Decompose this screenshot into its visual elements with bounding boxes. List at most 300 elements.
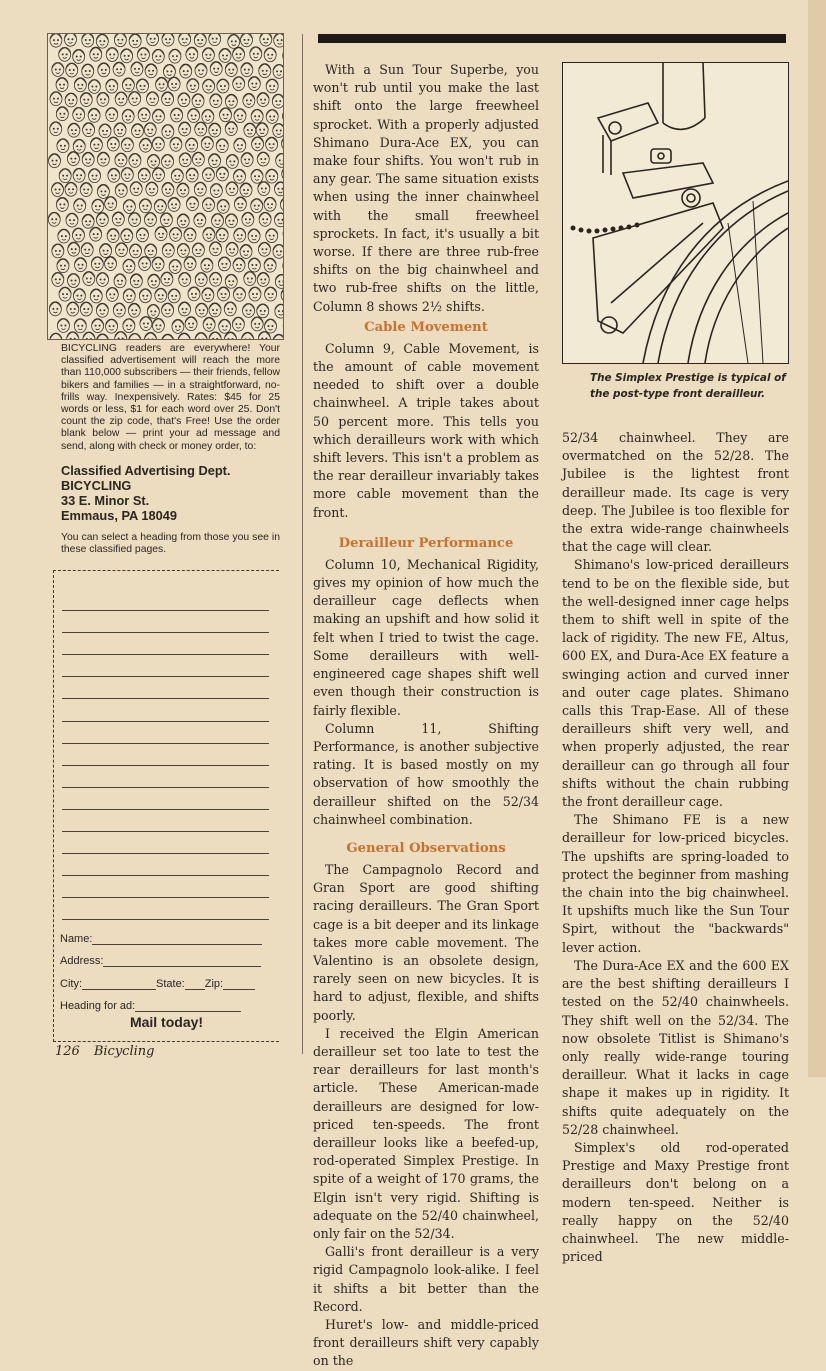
crowd-face	[106, 319, 118, 333]
crowd-face	[56, 197, 68, 211]
crowd-face	[132, 124, 144, 138]
crowd-face	[201, 258, 213, 272]
zip-field[interactable]	[223, 989, 255, 990]
crowd-face	[282, 137, 283, 151]
crowd-face	[68, 242, 80, 256]
crowd-face	[260, 34, 272, 46]
article-paragraph: I received the Elgin American derailleur set too late to test the rear derailleurs for last month's article. These American-made derailleurs are designed for low-priced ten-speeds. The front derailleur looks like a beefed-up, rod-operated Simplex Prestige. In spite of a weight of 170 grams, the Elgin isn't very rigid. Shifting is adequate on the 52/40 chainwheel, only fair on the 52/34.	[313, 1025, 539, 1243]
crowd-face	[185, 317, 197, 331]
crowd-face	[163, 64, 175, 78]
name-label: Name:	[60, 933, 92, 945]
crowd-face	[123, 289, 135, 303]
crowd-face	[210, 183, 222, 197]
heading-label: Heading for ad:	[60, 1000, 135, 1012]
crowd-face	[75, 258, 87, 272]
crowd-face	[81, 243, 93, 257]
crowd-face	[256, 123, 268, 137]
crowd-face	[195, 273, 207, 287]
crowd-face	[234, 169, 246, 183]
crowd-face	[195, 122, 207, 136]
crowd-face	[265, 287, 277, 301]
crowd-face	[209, 303, 221, 317]
crowd-face	[137, 79, 149, 93]
crowd-face	[219, 319, 231, 333]
crowd-face	[244, 272, 256, 286]
crowd-face	[100, 244, 112, 258]
crowd-face	[74, 78, 86, 92]
address-label: Address:	[60, 955, 103, 967]
crowd-face	[137, 48, 149, 62]
crowd-face	[131, 62, 143, 76]
ad-message-line[interactable]	[62, 722, 269, 744]
crowd-face	[113, 62, 125, 76]
crowd-face	[66, 63, 78, 77]
crowd-face	[90, 138, 102, 152]
magazine-name: Bicycling	[94, 1044, 155, 1059]
crowd-face	[264, 258, 276, 272]
crowd-face	[225, 94, 237, 108]
crowd-face	[168, 197, 180, 211]
ad-address-line: Emmaus, PA 18049	[61, 508, 282, 523]
crowd-face	[146, 182, 158, 196]
column-divider	[302, 34, 303, 1054]
crowd-face	[177, 243, 189, 257]
crowd-face	[122, 109, 134, 123]
crowd-face	[74, 319, 86, 333]
crowd-face	[52, 272, 64, 286]
ad-message-line[interactable]	[62, 677, 269, 699]
crowd-face	[52, 244, 64, 258]
crowd-face	[171, 108, 183, 122]
ad-message-line[interactable]	[62, 832, 269, 854]
crowd-face	[203, 227, 215, 241]
crowd-face	[123, 259, 135, 273]
crowd-face	[195, 333, 207, 339]
crowd-face	[203, 198, 215, 212]
crowd-face	[115, 243, 127, 257]
crowd-face	[203, 79, 215, 93]
crowd-face	[122, 78, 134, 92]
crowd-face	[251, 317, 263, 331]
crowd-face	[202, 109, 214, 123]
crowd-face	[152, 318, 164, 332]
ad-message-line[interactable]	[62, 699, 269, 721]
city-field[interactable]	[82, 989, 156, 990]
crowd-face	[123, 319, 135, 333]
crowd-face	[210, 272, 222, 286]
crowd-face	[115, 183, 127, 197]
crowd-face	[179, 122, 191, 136]
crowd-face	[83, 332, 95, 339]
crowd-face	[171, 169, 183, 183]
crowd-face	[73, 139, 85, 153]
ad-address-line: BICYCLING	[61, 478, 282, 493]
crowd-face	[138, 168, 150, 182]
crowd-face	[154, 199, 166, 213]
crowd-face	[145, 244, 157, 258]
crowd-face	[106, 287, 118, 301]
article-paragraph: Galli's front derailleur is a very rigid Campagnolo look-alike. I feel it shifts a bit better than the Record.	[313, 1243, 539, 1316]
crowd-face	[224, 302, 236, 316]
crowd-face	[130, 244, 142, 258]
crowd-face	[232, 317, 244, 331]
section-heading-cable-movement: Cable Movement	[313, 318, 539, 338]
crowd-face	[244, 123, 256, 137]
crowd-face	[169, 259, 181, 273]
article-paragraph: Column 9, Cable Movement, is the amount of cable movement needed to shift over a double chainwheel. A triple takes about 50 percent more. This tells you which derailleurs work with which shift levers. This isn't a problem as the rear derailleur invariably takes more cable movement than the front.	[313, 340, 539, 522]
crowd-face	[68, 123, 80, 137]
crowd-face	[220, 108, 232, 122]
crowd-face	[240, 183, 252, 197]
crowd-face	[240, 34, 252, 47]
crowd-face	[48, 212, 60, 226]
crowd-face	[225, 214, 237, 228]
crowd-face	[144, 212, 156, 226]
crowd-face	[179, 272, 191, 286]
state-field[interactable]	[185, 989, 205, 990]
crowd-face	[112, 212, 124, 226]
crowd-face	[216, 139, 228, 153]
crowd-face	[59, 287, 71, 301]
crowd-face	[66, 213, 78, 227]
article-paragraph: Huret's low- and middle-priced front derailleurs shift very capably on the	[313, 1316, 539, 1371]
crowd-face	[257, 152, 269, 166]
crowd-face	[194, 34, 206, 47]
crowd-face	[139, 257, 151, 271]
crowd-face	[251, 109, 263, 123]
crowd-face	[228, 34, 240, 48]
crowd-face	[241, 153, 253, 167]
crowd-face	[52, 183, 64, 197]
crowd-face	[186, 197, 198, 211]
crowd-face	[96, 303, 108, 317]
crowd-face	[273, 64, 283, 78]
ad-message-line[interactable]	[62, 766, 269, 788]
crowd-face	[186, 138, 198, 152]
crowd-face	[144, 332, 156, 339]
crowd-face	[274, 34, 283, 47]
section-heading-derailleur-performance: Derailleur Performance	[313, 534, 539, 554]
classified-ad-text	[47, 340, 282, 565]
crowd-face	[97, 334, 109, 339]
crowd-face	[170, 227, 182, 241]
crowd-face	[90, 47, 102, 61]
crowd-face	[217, 199, 229, 213]
crowd-face	[92, 199, 104, 213]
address-row	[60, 955, 261, 967]
crowd-face	[52, 62, 64, 76]
crowd-face	[129, 92, 141, 106]
crowd-face	[196, 303, 208, 317]
crowd-face	[57, 259, 69, 273]
crowd-face	[106, 108, 118, 122]
crowd-face	[99, 124, 111, 138]
crowd-face	[152, 137, 164, 151]
crowd-face	[114, 123, 126, 137]
crowd-face	[162, 303, 174, 317]
derailleur-drawing	[563, 63, 788, 363]
crowd-face	[160, 213, 172, 227]
article-column-middle	[313, 61, 539, 1371]
ad-body: BICYCLING readers are everywhere! Your classified advertisement will reach the more than 110,000 subscribers — their friends, fellow bikers and families — in a straightforward, no-frills way. Inexpensively. Rates: $45 for 25 words or less, $1 for each word over 25. Don't count the zip code, that's Free! Use the order blank below — print your ad message and send, along with check or money order, to:	[61, 343, 280, 453]
ad-message-line[interactable]	[62, 611, 269, 633]
crowd-face	[241, 63, 253, 77]
crowd-face	[226, 242, 238, 256]
crowd-face	[172, 319, 184, 333]
crowd-face	[177, 183, 189, 197]
crowd-face	[240, 244, 252, 258]
crowd-face	[67, 302, 79, 316]
crowd-face	[97, 184, 109, 198]
address-field[interactable]	[103, 966, 261, 967]
crowd-face	[273, 123, 283, 137]
crowd-face	[155, 227, 167, 241]
crowd-face	[73, 107, 85, 121]
crowd-face	[114, 274, 126, 288]
ad-message-line[interactable]	[62, 788, 269, 810]
crowd-face	[82, 214, 94, 228]
crowd-face	[156, 77, 168, 91]
crowd-face	[115, 332, 127, 339]
crowd-face	[59, 47, 71, 61]
crowd-face	[192, 94, 204, 108]
crowd-face	[219, 48, 231, 62]
article-paragraph: Column 11, Shifting Performance, is another subjective rating. It is based mostly on my observation of how smoothly the derailleur shifted on the 52/34 chainwheel combination.	[313, 720, 539, 829]
crowd-face	[168, 77, 180, 91]
crowd-face	[105, 257, 117, 271]
crowd-face	[264, 48, 276, 62]
crowd-face	[59, 169, 71, 183]
crowd-face	[186, 47, 198, 61]
crowd-face	[273, 334, 283, 339]
heading-field[interactable]	[135, 1011, 241, 1012]
article-paragraph: 52/34 chainwheel. They are overmatched on the 52/28. The Jubilee is the lightest front derailleur made. Its cage is very deep. The Jubilee is too flexible for the extra wide-range chainwheels that the cage will clear.	[562, 429, 789, 556]
crowd-face	[162, 92, 174, 106]
crowd-face	[264, 319, 276, 333]
crowd-face	[67, 152, 79, 166]
crowd-face	[179, 34, 191, 46]
crowd-face	[138, 108, 150, 122]
ad-message-line[interactable]	[62, 633, 269, 655]
crowd-face	[266, 229, 278, 243]
crowd-face	[202, 48, 214, 62]
crowd-face	[129, 333, 141, 339]
crowd-face	[50, 122, 62, 136]
crowd-face	[121, 168, 133, 182]
crowd-face	[266, 79, 278, 93]
page-number: 126	[55, 1044, 80, 1059]
crowd-face	[92, 319, 104, 333]
figure-caption: The Simplex Prestige is typical of the post-type front derailleur.	[590, 371, 790, 402]
mail-today-label: Mail today!	[54, 1014, 279, 1030]
crowd-face	[212, 214, 224, 228]
crowd-face	[188, 287, 200, 301]
ad-message-line[interactable]	[62, 898, 269, 920]
crowd-face	[273, 244, 283, 258]
crowd-face	[282, 167, 283, 181]
crowd-face	[233, 287, 245, 301]
crowd-face	[225, 63, 237, 77]
crowd-face	[152, 168, 164, 182]
crowd-face	[258, 242, 270, 256]
crowd-face	[233, 258, 245, 272]
crowd-face	[162, 154, 174, 168]
crowd-face	[106, 47, 118, 61]
article-paragraph: Column 10, Mechanical Rigidity, gives my opinion of how much the derailleur cage deflects when making an upshift and how solid it felt when I tried to twist the cage. Some derailleurs with well-engineered cage shapes shift well even though their construction is fairly flexible.	[313, 556, 539, 720]
crowd-face	[170, 137, 182, 151]
crowd-face	[57, 139, 69, 153]
section-heading-general-observations: General Observations	[313, 839, 539, 859]
crowd-face	[96, 34, 108, 48]
crowd-face	[162, 124, 174, 138]
crowd-face	[272, 94, 283, 108]
crowd-face	[188, 109, 200, 123]
crowd-face	[139, 199, 151, 213]
crowd-face	[121, 229, 133, 243]
crowd-face	[242, 212, 254, 226]
crowd-face	[234, 109, 246, 123]
crowd-face	[139, 289, 151, 303]
crowd-face	[90, 289, 102, 303]
crowd-face	[123, 199, 135, 213]
page-footer	[55, 1044, 154, 1059]
crowd-face	[259, 212, 271, 226]
crowd-face	[266, 137, 278, 151]
crowd-face	[248, 77, 260, 91]
top-rule	[318, 34, 786, 43]
crowd-face	[152, 257, 164, 271]
crowd-face	[50, 333, 62, 339]
derailleur-illustration	[562, 62, 789, 364]
crowd-face	[177, 214, 189, 228]
ad-message-line[interactable]	[62, 876, 269, 898]
ad-message-line[interactable]	[62, 854, 269, 876]
crowd-face	[281, 288, 283, 302]
ad-message-line[interactable]	[62, 810, 269, 832]
article-paragraph: The Campagnolo Record and Gran Sport are good shifting racing derailleurs. The Gran Sport cage is a bit deeper and its linkage takes more cable movement. The Valentino is an obsolete design, rarely seen on new bicycles. It is hard to adjust, flexible, and shifts poorly.	[313, 861, 539, 1025]
ad-message-line[interactable]	[62, 655, 269, 677]
crowd-face	[209, 123, 221, 137]
crowd-face	[65, 182, 77, 196]
crowd-face	[121, 49, 133, 63]
crowd-face	[89, 169, 101, 183]
crowd-face	[155, 288, 167, 302]
crowd-face	[97, 272, 109, 286]
crowd-face	[107, 229, 119, 243]
crowd-face	[58, 229, 70, 243]
crowd-face	[274, 213, 283, 227]
crowd-face	[168, 289, 180, 303]
crowd-face	[259, 64, 271, 78]
crowd-face	[192, 152, 204, 166]
crowd-face	[179, 153, 191, 167]
crowd-face	[88, 108, 100, 122]
crowd-face	[80, 93, 92, 107]
crowd-face	[146, 92, 158, 106]
article-paragraph: Simplex's old rod-operated Prestige and Maxy Prestige front derailleurs don't belong on a modern ten-speed. Neither is really happy on the 52/40 chainwheel. The new middle-priced	[562, 1139, 789, 1266]
crowd-face	[178, 333, 190, 339]
article-paragraph: The Shimano FE is a new derailleur for low-priced bicycles. The upshifts are spring-loaded to protect the beginner from mashing the chain into the big chainwheel. It upshifts much like the Sun Tour Spirt, without the "backwards" lever action.	[562, 811, 789, 957]
crowd-face	[234, 228, 246, 242]
crowd-face	[195, 63, 207, 77]
crowd-face	[209, 332, 221, 339]
crowd-face	[97, 92, 109, 106]
crowd-face	[233, 47, 245, 61]
crowd-face	[97, 152, 109, 166]
crowd-face	[194, 213, 206, 227]
crowd-face	[180, 64, 192, 78]
crowd-face	[56, 78, 68, 92]
ad-address-line: Classified Advertising Dept.	[61, 463, 282, 478]
ad-message-line[interactable]	[62, 589, 269, 611]
crowd-face	[248, 229, 260, 243]
crowd-face	[83, 123, 95, 137]
crowd-face	[201, 137, 213, 151]
crowd-face	[243, 303, 255, 317]
crowd-face	[49, 154, 61, 168]
crowd-face	[130, 182, 142, 196]
crowd-face	[210, 242, 222, 256]
zip-label: Zip:	[205, 978, 223, 990]
crowd-face	[147, 304, 159, 318]
crowd-face	[266, 109, 278, 123]
name-field[interactable]	[92, 944, 262, 945]
crowd-face	[67, 332, 79, 339]
crowd-face	[50, 92, 62, 106]
crowd-face	[152, 109, 164, 123]
crowd-face	[276, 153, 283, 167]
crowd-face	[115, 92, 127, 106]
page-edge	[808, 0, 826, 1077]
crowd-face	[169, 49, 181, 63]
crowd-face	[105, 197, 117, 211]
crowd-face	[148, 154, 160, 168]
crowd-face	[73, 49, 85, 63]
crowd-face	[202, 288, 214, 302]
ad-address	[61, 463, 282, 523]
crowd-face	[107, 137, 119, 151]
crowd-face	[108, 168, 120, 182]
crowd-drawing	[48, 34, 283, 339]
city-label: City:	[60, 978, 82, 990]
crowd-face	[88, 79, 100, 93]
crowd-face	[258, 182, 270, 196]
ad-message-line[interactable]	[62, 744, 269, 766]
crowd-face	[257, 304, 269, 318]
crowd-face	[243, 93, 255, 107]
crowd-face	[98, 63, 110, 77]
crowd-face	[184, 257, 196, 271]
crowd-face	[162, 182, 174, 196]
crowd-face	[140, 138, 152, 152]
crowd-face	[96, 213, 108, 227]
crowd-face	[145, 64, 157, 78]
crowd-face	[226, 182, 238, 196]
crowd-face	[148, 274, 160, 288]
name-row	[60, 933, 262, 945]
crowd-face	[114, 34, 126, 47]
crowd-face	[65, 93, 77, 107]
crowd-face	[68, 273, 80, 287]
crowd-face	[218, 257, 230, 271]
article-paragraph: The Dura-Ace EX and the 600 EX are the best shifting derailleurs I tested on the 52/40 chainwheels. They shift well on the 52/34. The now obsolete Titlist is Shimano's only really wide-range touring derailleur. What it lacks in cage shape it makes up in rigidity. It shifts quite adequately on the 52/28 chainwheel.	[562, 957, 789, 1139]
crowd-face	[202, 168, 214, 182]
crowd-face	[252, 137, 264, 151]
crowd-face	[140, 317, 152, 331]
crowd-face	[56, 107, 68, 121]
crowd-face	[264, 197, 276, 211]
city-state-zip-row	[60, 978, 255, 990]
